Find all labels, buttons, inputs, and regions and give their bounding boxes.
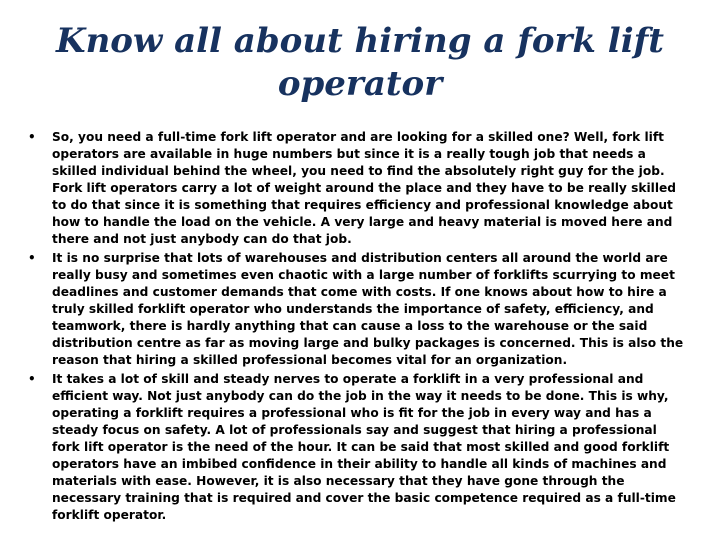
bullet-glyph: • [28,372,36,386]
bullet-glyph: • [28,130,36,144]
bullet-text: It is no surprise that lots of warehouses and distribution centers all around the world are really busy and sometimes even chaotic with a large number of forklifts scurrying to meet deadlines and customer demands that come with costs. If one knows about how to hire a truly skilled forklift operator who understands the importance of safety, efficiency, and teamwork, there is hardly anything that can cause a loss to the warehouse or the said distribution centre as far as moving large and bulky packages is concerned. This is also the reason that hiring a skilled professional becomes vital for an organization. [52,251,684,367]
slide-title: Know all about hiring a fork lift operator [56,21,664,104]
bullet-list [28,129,688,526]
bullet-text: So, you need a full-time fork lift operator and are looking for a skilled one? Well, fork lift operators are available in huge numbers but since it is a really tough job that needs a skilled individual behind the wheel, you need to find the absolutely right guy for the job. Fork lift operators carry a lot of weight around the place and they have to be really skilled to do that since it is something that requires efficiency and professional knowledge about how to handle the load on the vehicle. A very large and heavy material is moved here and there and not just anybody can do that job. [52,130,677,246]
bullet-glyph: • [28,251,36,265]
bullet-item [28,129,688,248]
bullet-text: It takes a lot of skill and steady nerves to operate a forklift in a very professional and efficient way. Not just anybody can do the job in the way it needs to be done. This is why, operating a forklift requires a professional who is fit for the job in every way and has a steady focus on safety. A lot of professionals say and suggest that hiring a professional fork lift operator is the need of the hour. It can be said that most skilled and good forklift operators have an imbibed confidence in their ability to handle all kinds of machines and materials with ease. However, it is also necessary that they have gone through the necessary training that is required and cover the basic competence required as a full-time forklift operator. [52,372,676,522]
bullet-item [28,371,688,524]
bullet-item [28,250,688,369]
